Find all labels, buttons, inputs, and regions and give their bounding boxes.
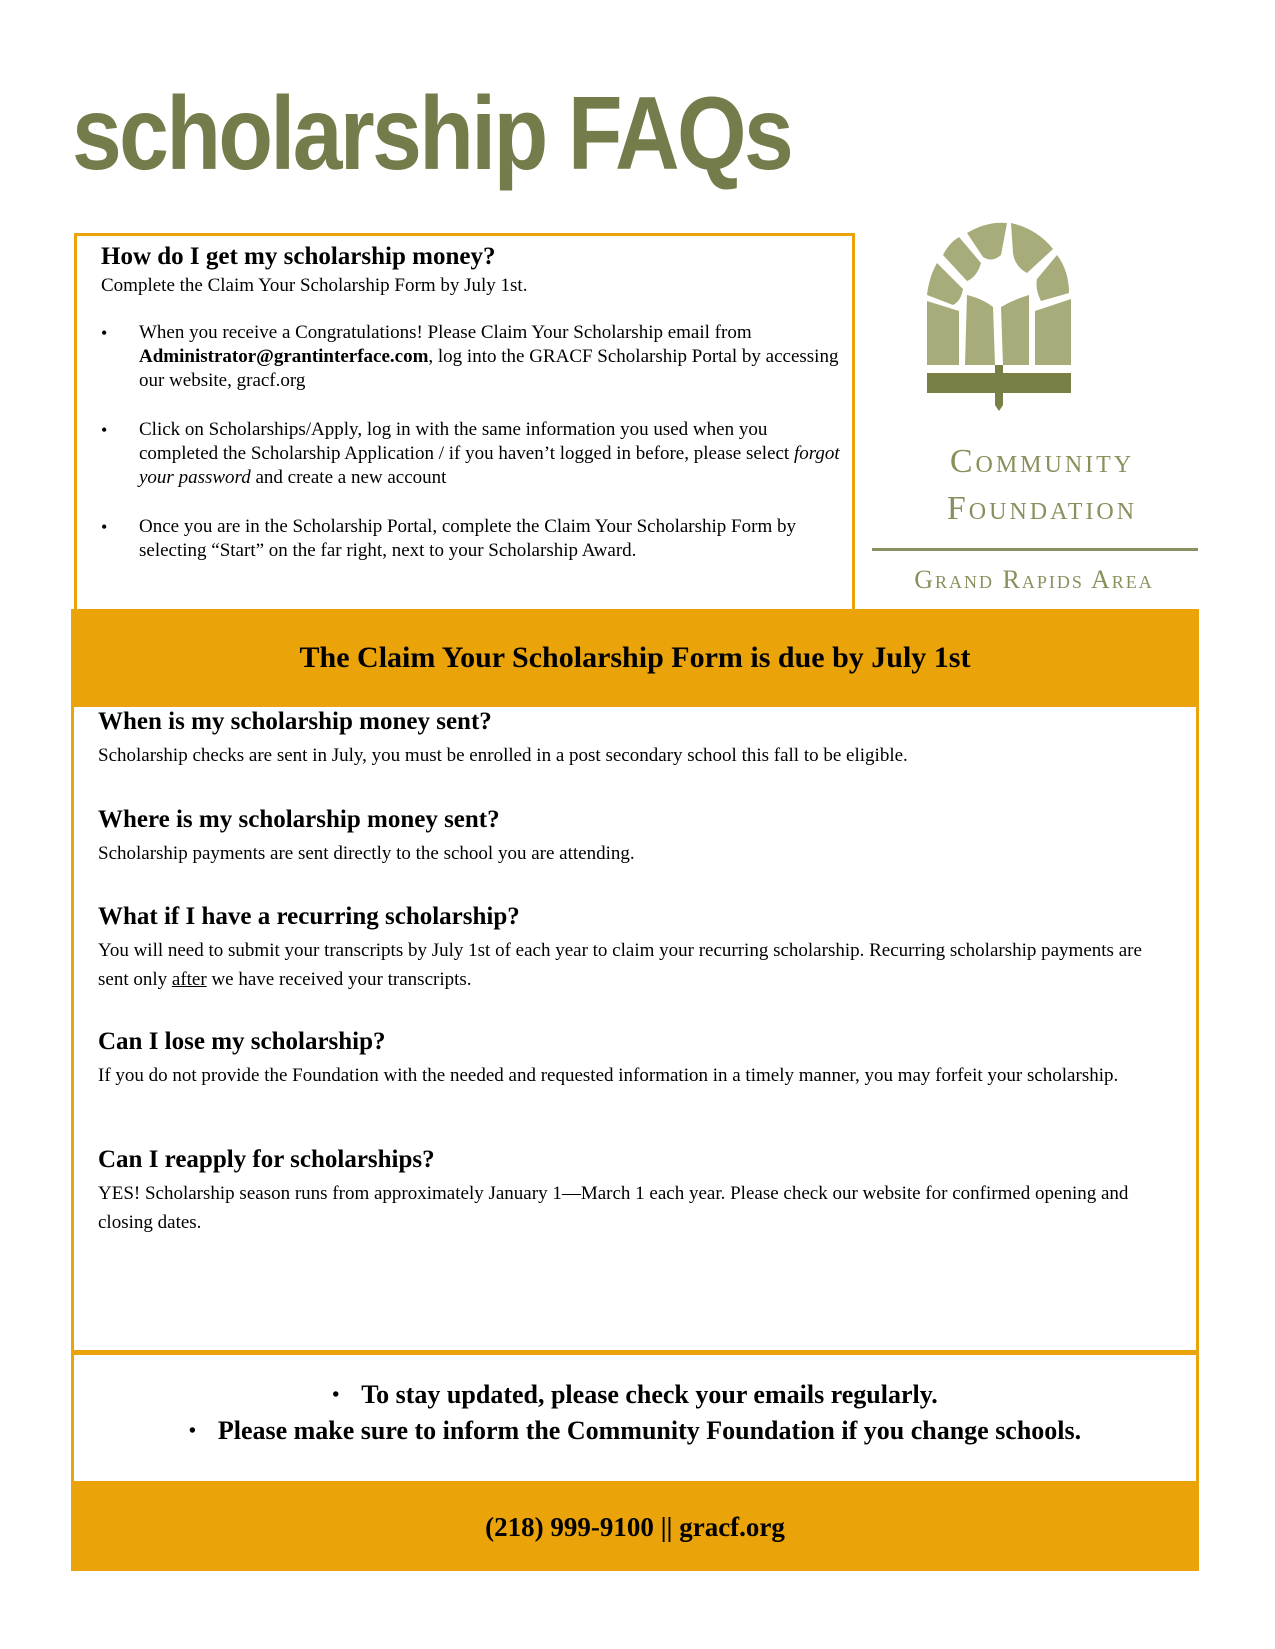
step-text: When you receive a Congratulations! Please Claim Your Scholarship email from bbox=[139, 322, 752, 343]
faq-item bbox=[98, 1145, 1168, 1237]
faq-box bbox=[71, 707, 1199, 1353]
contact-footer bbox=[71, 1484, 1199, 1571]
logo-line-community: Community bbox=[949, 443, 1135, 480]
emphasis-after: after bbox=[171, 969, 207, 990]
deadline-banner bbox=[71, 609, 1199, 707]
reminder-item bbox=[74, 1377, 1196, 1413]
claim-step bbox=[101, 418, 841, 490]
claim-steps-list bbox=[101, 321, 841, 588]
step-text: Once you are in the Scholarship Portal, complete the Claim Your Scholarship Form by selecting “Start” on the far right, next to your Scholarship Award. bbox=[139, 516, 796, 561]
logo-line-foundation: Foundation bbox=[946, 490, 1138, 527]
forgot-password-text: forgot your password bbox=[139, 443, 840, 488]
reminder-text: Please make sure to inform the Community Foundation if you change schools. bbox=[217, 1416, 1082, 1445]
faq-answer-text: we have received your transcripts. bbox=[206, 969, 472, 990]
reminder-text: To stay updated, please check your emails regularly. bbox=[361, 1380, 938, 1409]
page-title: scholarship FAQs bbox=[72, 76, 792, 192]
reminders-box bbox=[71, 1352, 1199, 1484]
logo-divider bbox=[872, 548, 1198, 551]
faq-question: Can I reapply for scholarships? bbox=[98, 1146, 435, 1173]
faq-item bbox=[98, 1027, 1168, 1090]
faq-item bbox=[98, 805, 1168, 868]
tree-window-icon bbox=[897, 215, 1097, 415]
faq-answer: Scholarship checks are sent in July, you must be enrolled in a post secondary school this fall to be eligible. bbox=[98, 745, 908, 766]
faq-question: Can I lose my scholarship? bbox=[98, 1028, 386, 1055]
reminder-item bbox=[74, 1413, 1196, 1449]
faq-answer: If you do not provide the Foundation with the needed and requested information in a timely manner, you may forfeit your scholarship. bbox=[98, 1065, 1119, 1086]
community-foundation-logo bbox=[872, 215, 1212, 605]
faq-answer bbox=[98, 936, 1168, 994]
faq-item bbox=[98, 707, 1168, 770]
step-text: and create a new account bbox=[250, 467, 447, 488]
claim-step bbox=[101, 515, 841, 563]
intro-question: How do I get my scholarship money? bbox=[101, 243, 496, 270]
bullet-icon: • bbox=[332, 1384, 340, 1406]
deadline-text: The Claim Your Scholarship Form is due by July 1st bbox=[299, 641, 971, 674]
faq-question: Where is my scholarship money sent? bbox=[98, 806, 500, 833]
faq-answer: YES! Scholarship season runs from approximately January 1—March 1 each year. Please check our website for confirmed opening and closing dates. bbox=[98, 1183, 1129, 1233]
intro-answer: Complete the Claim Your Scholarship Form by July 1st. bbox=[101, 275, 528, 296]
contact-info: (218) 999-9100 || gracf.org bbox=[485, 1512, 785, 1542]
bullet-icon: • bbox=[188, 1420, 196, 1442]
admin-email: Administrator@grantinterface.com bbox=[139, 346, 429, 367]
faq-answer: Scholarship payments are sent directly to the school you are attending. bbox=[98, 843, 635, 864]
faq-item bbox=[98, 902, 1168, 994]
claim-step bbox=[101, 321, 841, 393]
logo-line-area: Grand Rapids Area bbox=[914, 565, 1154, 594]
claim-instructions-box bbox=[74, 233, 855, 609]
faq-question: When is my scholarship money sent? bbox=[98, 708, 492, 735]
faq-answer-text: You will need to submit your transcripts by July 1st of each year to claim your recurring scholarship. Recurring scholarship payments are sent only bbox=[98, 940, 1142, 990]
step-text: Click on Scholarships/Apply, log in with the same information you used when you completed the Scholarship Application / if you haven’t logged in before, please select bbox=[139, 419, 794, 464]
faq-question: What if I have a recurring scholarship? bbox=[98, 903, 520, 930]
reminders-list bbox=[74, 1377, 1196, 1449]
step-text: , log into the GRACF Scholarship Portal by accessing our website, gracf.org bbox=[139, 346, 839, 391]
